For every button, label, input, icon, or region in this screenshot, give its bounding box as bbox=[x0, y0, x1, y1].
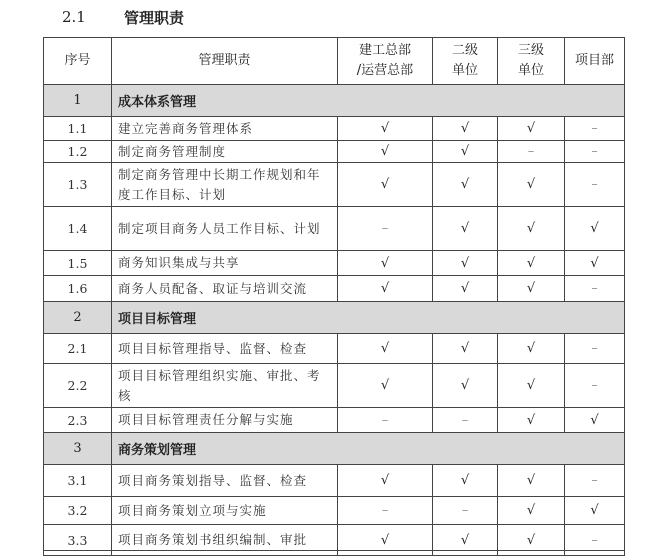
hq-mark: – bbox=[338, 207, 433, 251]
table-continuation-rule bbox=[43, 550, 624, 551]
level2-mark: √ bbox=[433, 276, 498, 302]
row-number: 1.2 bbox=[44, 141, 112, 163]
header-duty: 管理职责 bbox=[112, 38, 338, 85]
project-mark: – bbox=[565, 276, 625, 302]
project-mark: – bbox=[565, 163, 625, 207]
group-title: 成本体系管理 bbox=[112, 85, 625, 117]
table-row bbox=[44, 117, 625, 141]
level3-mark: √ bbox=[498, 465, 565, 497]
level3-mark: √ bbox=[498, 334, 565, 364]
table-row bbox=[44, 364, 625, 408]
hq-mark: √ bbox=[338, 163, 433, 207]
section-title: 管理职责 bbox=[124, 8, 185, 27]
hq-mark: √ bbox=[338, 251, 433, 276]
level2-mark: √ bbox=[433, 251, 498, 276]
row-number: 1.6 bbox=[44, 276, 112, 302]
table-row bbox=[44, 276, 625, 302]
duty-text: 项目目标管理指导、监督、检查 bbox=[112, 334, 338, 364]
project-mark: – bbox=[565, 141, 625, 163]
group-row bbox=[44, 433, 625, 465]
group-row bbox=[44, 302, 625, 334]
table-row bbox=[44, 334, 625, 364]
group-number: 2 bbox=[44, 302, 112, 334]
group-number: 3 bbox=[44, 433, 112, 465]
duty-text: 项目商务策划指导、监督、检查 bbox=[112, 465, 338, 497]
level2-mark: √ bbox=[433, 117, 498, 141]
duty-text: 制定项目商务人员工作目标、计划 bbox=[112, 207, 338, 251]
level3-mark: – bbox=[498, 141, 565, 163]
level3-mark: √ bbox=[498, 364, 565, 408]
hq-mark: – bbox=[338, 497, 433, 525]
row-number: 2.3 bbox=[44, 408, 112, 433]
project-mark: √ bbox=[565, 251, 625, 276]
row-number: 1.5 bbox=[44, 251, 112, 276]
level2-mark: √ bbox=[433, 334, 498, 364]
duty-text: 项目商务策划书组织编制、审批 bbox=[112, 525, 338, 556]
project-mark: √ bbox=[565, 408, 625, 433]
level3-mark: √ bbox=[498, 408, 565, 433]
level2-mark: – bbox=[433, 497, 498, 525]
project-mark: – bbox=[565, 465, 625, 497]
hq-mark: √ bbox=[338, 525, 433, 556]
duty-text: 制定商务管理制度 bbox=[112, 141, 338, 163]
hq-mark: √ bbox=[338, 117, 433, 141]
group-title: 商务策划管理 bbox=[112, 433, 625, 465]
project-mark: – bbox=[565, 525, 625, 556]
table-row bbox=[44, 163, 625, 207]
section-heading bbox=[62, 4, 184, 30]
level3-mark: √ bbox=[498, 117, 565, 141]
row-number: 1.1 bbox=[44, 117, 112, 141]
row-number: 1.4 bbox=[44, 207, 112, 251]
table-body bbox=[44, 85, 625, 556]
duty-text: 项目商务策划立项与实施 bbox=[112, 497, 338, 525]
duty-text: 建立完善商务管理体系 bbox=[112, 117, 338, 141]
duty-text: 制定商务管理中长期工作规划和年度工作目标、计划 bbox=[112, 163, 338, 207]
table-row bbox=[44, 141, 625, 163]
level2-mark: √ bbox=[433, 141, 498, 163]
level3-mark: √ bbox=[498, 276, 565, 302]
table-row bbox=[44, 251, 625, 276]
header-row bbox=[44, 38, 625, 85]
header-seq: 序号 bbox=[44, 38, 112, 85]
project-mark: – bbox=[565, 117, 625, 141]
level2-mark: √ bbox=[433, 163, 498, 207]
row-number: 3.3 bbox=[44, 525, 112, 556]
duty-text: 项目目标管理责任分解与实施 bbox=[112, 408, 338, 433]
table-row bbox=[44, 207, 625, 251]
hq-mark: √ bbox=[338, 276, 433, 302]
header-level2: 二级 单位 bbox=[433, 38, 498, 85]
row-number: 3.1 bbox=[44, 465, 112, 497]
row-number: 1.3 bbox=[44, 163, 112, 207]
duty-text: 项目目标管理组织实施、审批、考核 bbox=[112, 364, 338, 408]
level3-mark: √ bbox=[498, 207, 565, 251]
level2-mark: √ bbox=[433, 207, 498, 251]
hq-mark: √ bbox=[338, 364, 433, 408]
duty-text: 商务人员配备、取证与培训交流 bbox=[112, 276, 338, 302]
project-mark: √ bbox=[565, 497, 625, 525]
table-row bbox=[44, 465, 625, 497]
row-number: 2.2 bbox=[44, 364, 112, 408]
group-row bbox=[44, 85, 625, 117]
header-level3: 三级 单位 bbox=[498, 38, 565, 85]
project-mark: – bbox=[565, 334, 625, 364]
group-title: 项目目标管理 bbox=[112, 302, 625, 334]
project-mark: – bbox=[565, 364, 625, 408]
table-row bbox=[44, 408, 625, 433]
level2-mark: √ bbox=[433, 364, 498, 408]
group-number: 1 bbox=[44, 85, 112, 117]
level3-mark: √ bbox=[498, 251, 565, 276]
level2-mark: √ bbox=[433, 465, 498, 497]
table-row bbox=[44, 497, 625, 525]
hq-mark: √ bbox=[338, 334, 433, 364]
row-number: 3.2 bbox=[44, 497, 112, 525]
row-number: 2.1 bbox=[44, 334, 112, 364]
level2-mark: – bbox=[433, 408, 498, 433]
level3-mark: √ bbox=[498, 497, 565, 525]
level3-mark: √ bbox=[498, 525, 565, 556]
hq-mark: √ bbox=[338, 465, 433, 497]
responsibility-table bbox=[43, 37, 625, 556]
project-mark: √ bbox=[565, 207, 625, 251]
duty-text: 商务知识集成与共享 bbox=[112, 251, 338, 276]
level2-mark: √ bbox=[433, 525, 498, 556]
header-project: 项目部 bbox=[565, 38, 625, 85]
header-hq: 建工总部 /运营总部 bbox=[338, 38, 433, 85]
level3-mark: √ bbox=[498, 163, 565, 207]
hq-mark: – bbox=[338, 408, 433, 433]
section-number: 2.1 bbox=[62, 8, 86, 26]
hq-mark: √ bbox=[338, 141, 433, 163]
